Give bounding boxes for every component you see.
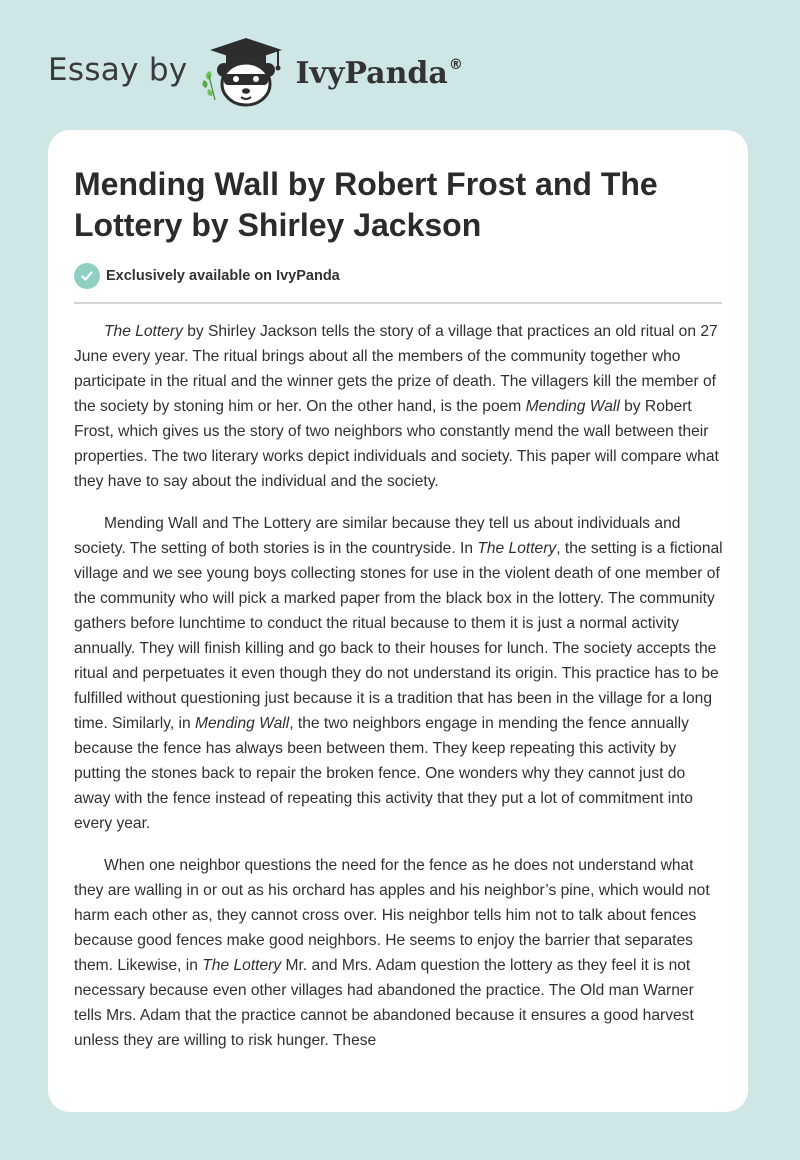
italic-title: Mending Wall bbox=[195, 715, 290, 732]
italic-title: The Lottery bbox=[104, 323, 183, 340]
ivy-leaf-icon bbox=[202, 71, 215, 100]
paragraph bbox=[74, 511, 724, 836]
panda-logo-icon[interactable] bbox=[202, 36, 290, 108]
divider bbox=[74, 302, 722, 304]
paragraph bbox=[74, 853, 724, 1053]
essay-body bbox=[74, 319, 724, 1070]
paragraph-text: by Robert Frost, which gives us the story of two neighbors who constantly mend the wall between their properties. The two literary works depict individuals and society. This paper will compare what they have to say about the individual and the society. bbox=[74, 398, 719, 490]
paragraph-text: , the two neighbors engage in mending the fence annually because the fence has always been between them. They keep repeating this activity by putting the stones back to repair the broken fence. One wonders why they cannot just do away with the fence instead of repeating this activity that they put a lot of commitment into every year. bbox=[74, 715, 693, 832]
paragraph-text: Mr. and Mrs. Adam question the lottery as they feel it is not necessary because even other villages had abandoned the practice. The Old man Warner tells Mrs. Adam that the practice cannot be abandoned because it ensures a good harvest unless they are willing to risk hunger. These bbox=[74, 957, 694, 1049]
check-icon bbox=[74, 263, 100, 289]
paragraph-text: by Shirley Jackson tells the story of a village that practices an old ritual on 27 June every year. The ritual brings about all the members of the community together who participate in the ritual and the winner gets the prize of death. The villagers kill the member of the society by stoning him or her. On the other hand, is the poem bbox=[74, 323, 718, 415]
essay-by-label: Essay by bbox=[48, 52, 188, 88]
essay-card bbox=[48, 130, 748, 1112]
paragraph bbox=[74, 319, 724, 494]
paragraph-text: When one neighbor questions the need for the fence as he does not understand what they are walling in or out as his orchard has apples and his neighbor’s pine, which would not harm each other as, they cannot cross over. His neighbor tells him not to talk about fences because good fences make good neighbors. He seems to enjoy the barrier that separates them. Likewise, in bbox=[74, 857, 710, 974]
paragraph-text: , the setting is a fictional village and we see young boys collecting stones for use in the violent death of one member of the community who will pick a marked paper from the black box in the lottery. The community gathers before lunchtime to conduct the ritual because to them it is just a normal activity annually. They will finish killing and go back to their houses for lunch. The society accepts the ritual and perpetuates it even though they do not understand its origin. This practice has to be fulfilled without questioning just because it is a tradition that has been in the village for a long time. Similarly, in bbox=[74, 540, 723, 732]
exclusive-badge bbox=[74, 263, 340, 289]
italic-title: Mending Wall bbox=[525, 398, 620, 415]
italic-title: The Lottery bbox=[202, 957, 282, 974]
site-header bbox=[48, 36, 463, 108]
italic-title: The Lottery bbox=[477, 540, 557, 557]
paragraph-text: Mending Wall and The Lottery are similar because they tell us about individuals and society. The setting of both stories is in the countryside. In bbox=[74, 515, 681, 557]
registered-mark: ® bbox=[448, 56, 463, 73]
exclusive-label: Exclusively available on IvyPanda bbox=[106, 268, 340, 284]
brand-name[interactable]: IvyPanda® bbox=[295, 55, 463, 91]
page-title: Mending Wall by Robert Frost and The Lottery by Shirley Jackson bbox=[74, 166, 658, 243]
